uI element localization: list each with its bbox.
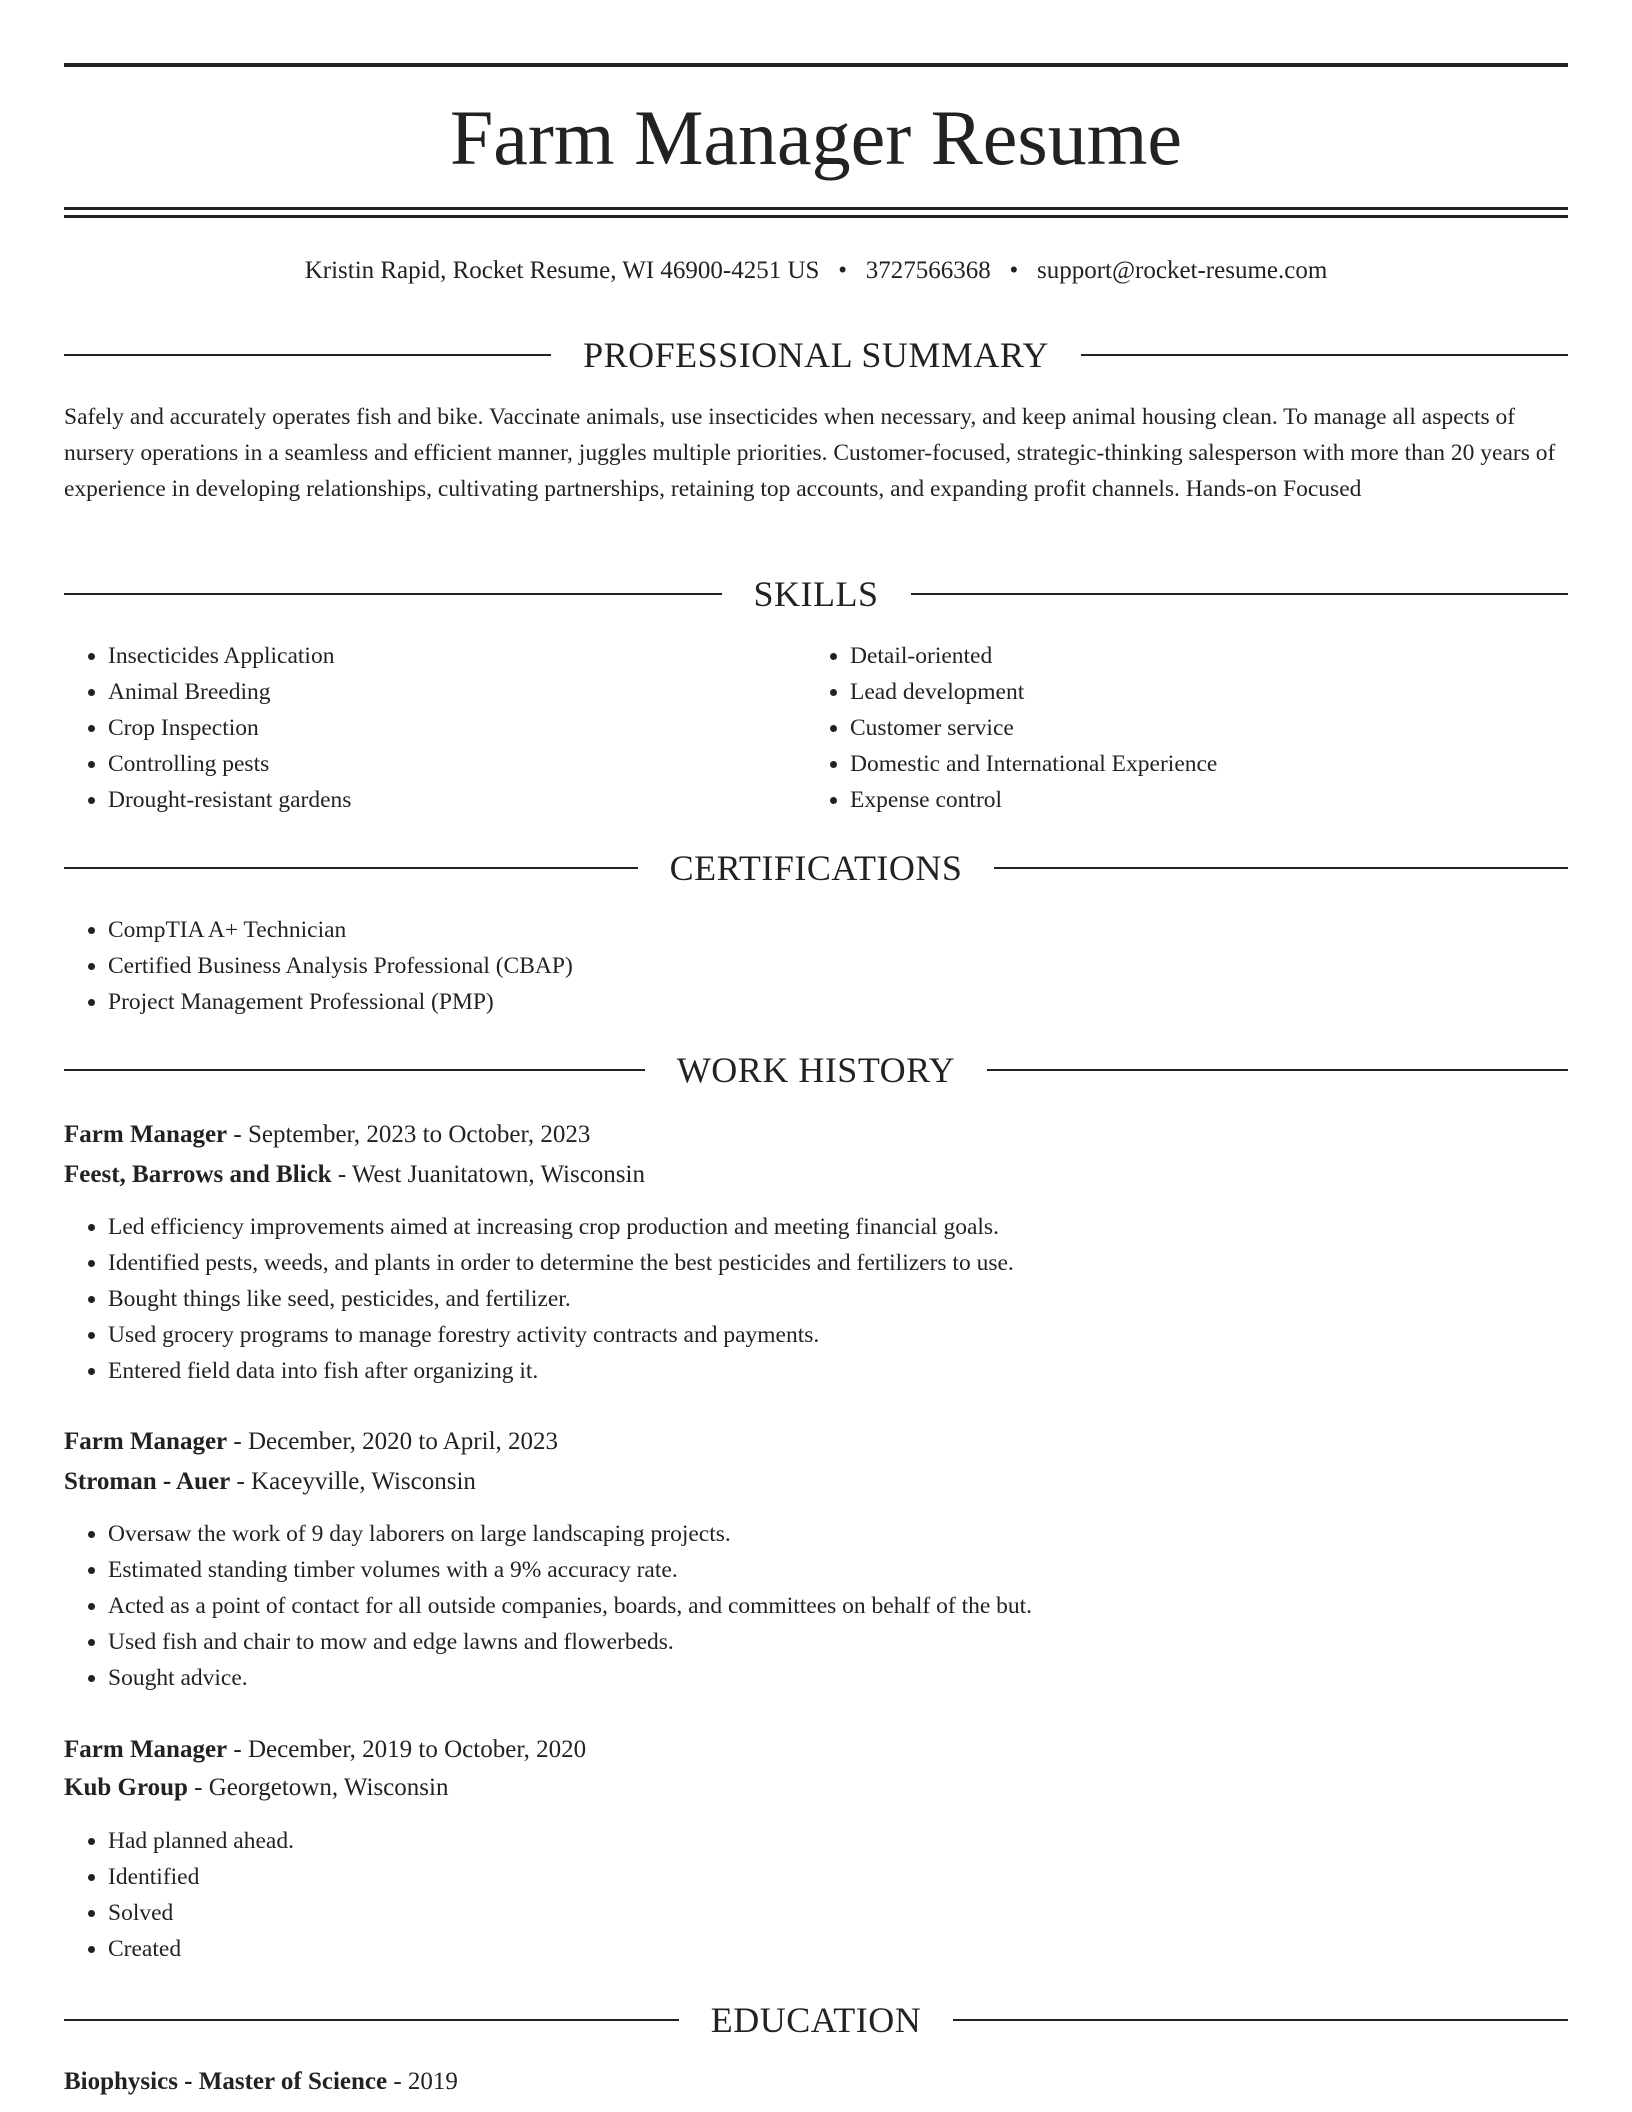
certification-item: • Certified Business Analysis Professional (CBAP) xyxy=(108,948,1508,984)
job-bullet: • Had planned ahead. xyxy=(108,1823,1558,1859)
divider xyxy=(994,867,1568,869)
job-bullets xyxy=(64,1209,1558,1389)
job-location: - West Juanitatown, Wisconsin xyxy=(331,1161,645,1188)
certifications-list xyxy=(64,912,1508,1020)
skill-item: • Domestic and International Experience xyxy=(850,746,1550,782)
page-title: Farm Manager Resume xyxy=(449,94,1183,181)
education-degree: Biophysics - Master of Science xyxy=(64,2068,388,2095)
job-dates: - September, 2023 to October, 2023 xyxy=(227,1121,591,1148)
job-bullet: • Oversaw the work of 9 day laborers on large landscaping projects. xyxy=(108,1516,1558,1552)
job-bullet: • Led efficiency improvements aimed at increasing crop production and meeting financial goals. xyxy=(108,1209,1558,1245)
job-bullet: • Used grocery programs to manage forestry activity contracts and payments. xyxy=(108,1317,1558,1353)
job-location: - Kaceyville, Wisconsin xyxy=(230,1468,476,1495)
divider xyxy=(64,867,638,869)
education-entry xyxy=(64,2064,458,2100)
contact-separator: • xyxy=(1009,257,1019,284)
education-year: - 2019 xyxy=(387,2068,458,2095)
job-title-line xyxy=(64,1424,558,1460)
skills-heading xyxy=(64,572,1568,616)
work-history-heading xyxy=(64,1048,1568,1092)
skill-item: • Customer service xyxy=(850,710,1550,746)
education-heading-text: EDUCATION xyxy=(710,2000,922,2040)
job-title: Farm Manager xyxy=(64,1121,228,1148)
job-bullet: • Acted as a point of contact for all outside companies, boards, and committees on behalf of the but. xyxy=(108,1588,1558,1624)
skill-item: • Lead development xyxy=(850,674,1550,710)
skill-item: • Animal Breeding xyxy=(108,674,808,710)
divider xyxy=(64,1069,645,1071)
divider xyxy=(953,2019,1568,2021)
contact-separator: • xyxy=(838,257,847,284)
job-title-line xyxy=(64,1732,586,1768)
job-location: - Georgetown, Wisconsin xyxy=(187,1774,449,1801)
job-bullet: • Created xyxy=(108,1931,1558,1967)
summary-heading-text: PROFESSIONAL SUMMARY xyxy=(583,335,1049,375)
summary-text: Safely and accurately operates fish and bike. Vaccinate animals, use insecticides when necessary, and keep animal housing clean. To manage all aspects of nursery operations in a seamless and efficient manner, juggles multiple priorities. Customer-focused, strategic-thinking salesperson with more than 20 years of experience in developing relationships, cultivating partnerships, retaining top accounts, and expanding profit channels. Hands-on Focused xyxy=(64,404,1556,502)
job-bullet: • Bought things like seed, pesticides, and fertilizer. xyxy=(108,1281,1558,1317)
certification-item: • Project Management Professional (PMP) xyxy=(108,984,1508,1020)
divider xyxy=(987,1069,1568,1071)
job-company-line xyxy=(64,1770,448,1806)
skill-item: • Insecticides Application xyxy=(108,638,808,674)
skills-list-right xyxy=(806,638,1550,818)
skill-item: • Drought-resistant gardens xyxy=(108,782,808,818)
skill-item: • Detail-oriented xyxy=(850,638,1550,674)
contact-phone: 3727566368 xyxy=(865,257,991,284)
skill-item: • Crop Inspection xyxy=(108,710,808,746)
summary-heading xyxy=(64,333,1568,377)
contact-line xyxy=(64,254,1568,288)
job-title: Farm Manager xyxy=(64,1428,228,1455)
skills-list-left xyxy=(64,638,808,818)
divider xyxy=(64,593,722,595)
job-title-line xyxy=(64,1117,590,1153)
job-title: Farm Manager xyxy=(64,1736,228,1763)
job-bullet: • Estimated standing timber volumes with a 9% accuracy rate. xyxy=(108,1552,1558,1588)
job-bullet: • Identified xyxy=(108,1859,1558,1895)
certifications-heading-text: CERTIFICATIONS xyxy=(669,848,963,888)
job-bullet: • Entered field data into fish after organizing it. xyxy=(108,1353,1558,1389)
job-bullets xyxy=(64,1516,1558,1696)
header-top-rule xyxy=(64,63,1568,67)
job-bullet: • Sought advice. xyxy=(108,1660,1558,1696)
job-company: Feest, Barrows and Blick xyxy=(64,1161,332,1188)
divider xyxy=(64,354,551,356)
divider xyxy=(64,2019,679,2021)
divider xyxy=(1081,354,1568,356)
certification-item: • CompTIA A+ Technician xyxy=(108,912,1508,948)
contact-email: support@rocket-resume.com xyxy=(1037,257,1328,284)
job-bullet: • Identified pests, weeds, and plants in order to determine the best pesticides and fertilizers to use. xyxy=(108,1245,1558,1281)
certifications-heading xyxy=(64,846,1568,890)
job-company-line xyxy=(64,1464,476,1500)
skills-heading-text: SKILLS xyxy=(753,574,879,614)
skill-item: • Expense control xyxy=(850,782,1550,818)
job-bullets xyxy=(64,1823,1558,1967)
contact-address: Kristin Rapid, Rocket Resume, WI 46900-4251 US xyxy=(304,257,820,284)
job-dates: - December, 2020 to April, 2023 xyxy=(227,1428,559,1455)
header-bottom-rule-second xyxy=(64,215,1568,218)
job-company: Kub Group xyxy=(64,1774,188,1801)
job-bullet: • Solved xyxy=(108,1895,1558,1931)
divider xyxy=(911,593,1569,595)
education-heading xyxy=(64,1998,1568,2042)
job-company: Stroman - Auer xyxy=(64,1468,231,1495)
work-history-heading-text: WORK HISTORY xyxy=(676,1050,956,1090)
job-company-line xyxy=(64,1157,645,1193)
header-bottom-rule xyxy=(64,207,1568,210)
skill-item: • Controlling pests xyxy=(108,746,808,782)
job-dates: - December, 2019 to October, 2020 xyxy=(227,1736,587,1763)
job-bullet: • Used fish and chair to mow and edge lawns and flowerbeds. xyxy=(108,1624,1558,1660)
